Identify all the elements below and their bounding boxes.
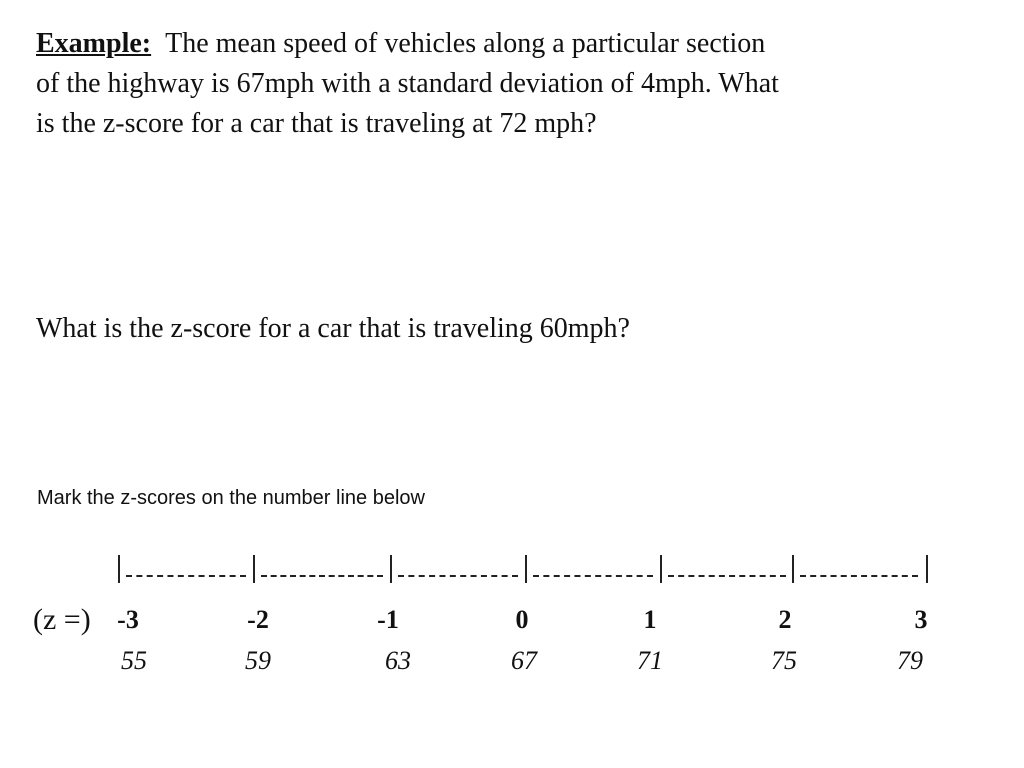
example-lead: Example: — [36, 28, 152, 59]
number-line-tick — [118, 555, 120, 583]
speed-label: 59 — [245, 646, 271, 675]
number-line-segment — [398, 575, 518, 577]
instruction-text: Mark the z-scores on the number line below — [37, 487, 425, 509]
speed-label: 67 — [511, 646, 537, 675]
number-line-tick — [525, 555, 527, 583]
number-line-segment — [126, 575, 246, 577]
example-line-1 — [36, 24, 996, 64]
number-line-tick — [792, 555, 794, 583]
speed-label: 75 — [771, 646, 797, 675]
z-axis-label: (z =) — [33, 603, 91, 636]
number-line-tick — [660, 555, 662, 583]
number-line-tick — [253, 555, 255, 583]
number-line-segment — [533, 575, 653, 577]
number-line — [0, 545, 1024, 695]
z-score-label: 1 — [643, 605, 657, 634]
number-line-tick — [390, 555, 392, 583]
example-paragraph — [36, 24, 996, 144]
example-line-3: is the z-score for a car that is traveling at 72 mph? — [36, 108, 597, 139]
z-score-label: -1 — [377, 605, 399, 634]
z-score-label: -3 — [117, 605, 139, 634]
speed-label: 63 — [385, 646, 411, 675]
example-line-2: of the highway is 67mph with a standard deviation of 4mph. What — [36, 68, 779, 99]
z-score-label: 3 — [914, 605, 928, 634]
number-line-segment — [800, 575, 918, 577]
speed-label: 71 — [637, 646, 663, 675]
z-score-label: 2 — [778, 605, 792, 634]
speed-label: 79 — [897, 646, 923, 675]
z-score-label: -2 — [247, 605, 269, 634]
number-line-tick — [926, 555, 928, 583]
second-question: What is the z-score for a car that is traveling 60mph? — [36, 313, 630, 344]
example-text-1: The mean speed of vehicles along a particular section — [165, 28, 766, 59]
number-line-segment — [261, 575, 383, 577]
number-line-segment — [668, 575, 786, 577]
speed-label: 55 — [121, 646, 147, 675]
z-score-label: 0 — [515, 605, 529, 634]
